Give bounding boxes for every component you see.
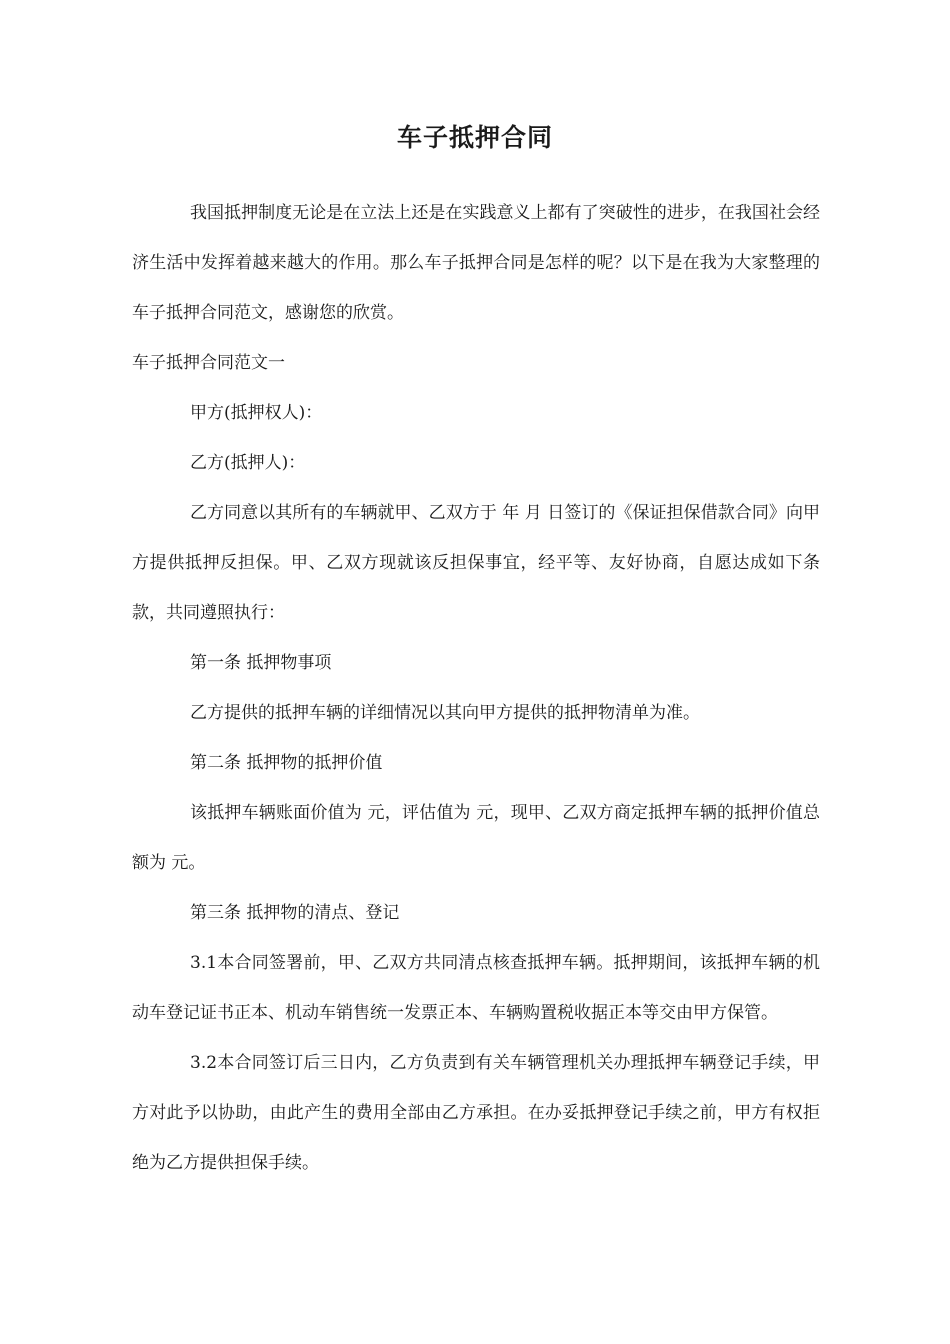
clause-3-1: 3.1本合同签署前，甲、乙双方共同清点核查抵押车辆。抵押期间，该抵押车辆的机动车登记证书正本、机动车销售统一发票正本、车辆购置税收据正本等交由甲方保管。	[132, 953, 820, 1023]
agreement-paragraph: 乙方同意以其所有的车辆就甲、乙双方于 年 月 日签订的《保证担保借款合同》向甲方提供抵押反担保。甲、乙双方现就该反担保事宜，经平等、友好协商，自愿达成如下条款，共同遵照执行：	[132, 503, 820, 623]
party-b-line: 乙方(抵押人)：	[190, 453, 306, 473]
article-3-heading: 第三条 抵押物的清点、登记	[190, 903, 400, 923]
sample-heading: 车子抵押合同范文一	[132, 353, 285, 373]
article-2-body: 该抵押车辆账面价值为 元，评估值为 元，现甲、乙双方商定抵押车辆的抵押价值总额为 元。	[132, 803, 820, 873]
document-title: 车子抵押合同	[396, 123, 553, 152]
document-body	[132, 188, 820, 1188]
article-1-heading: 第一条 抵押物事项	[190, 653, 332, 673]
party-a-line: 甲方(抵押权人)：	[190, 403, 323, 423]
article-1-body: 乙方提供的抵押车辆的详细情况以其向甲方提供的抵押物清单为准。	[190, 703, 700, 723]
intro-paragraph: 我国抵押制度无论是在立法上还是在实践意义上都有了突破性的进步，在我国社会经济生活中发挥着越来越大的作用。那么车子抵押合同是怎样的呢？以下是在我为大家整理的车子抵押合同范文，感谢您的欣赏。	[132, 203, 820, 323]
article-2-heading: 第二条 抵押物的抵押价值	[190, 753, 383, 773]
clause-3-2: 3.2本合同签订后三日内，乙方负责到有关车辆管理机关办理抵押车辆登记手续，甲方对此予以协助，由此产生的费用全部由乙方承担。在办妥抵押登记手续之前，甲方有权拒绝为乙方提供担保手续。	[132, 1053, 820, 1173]
